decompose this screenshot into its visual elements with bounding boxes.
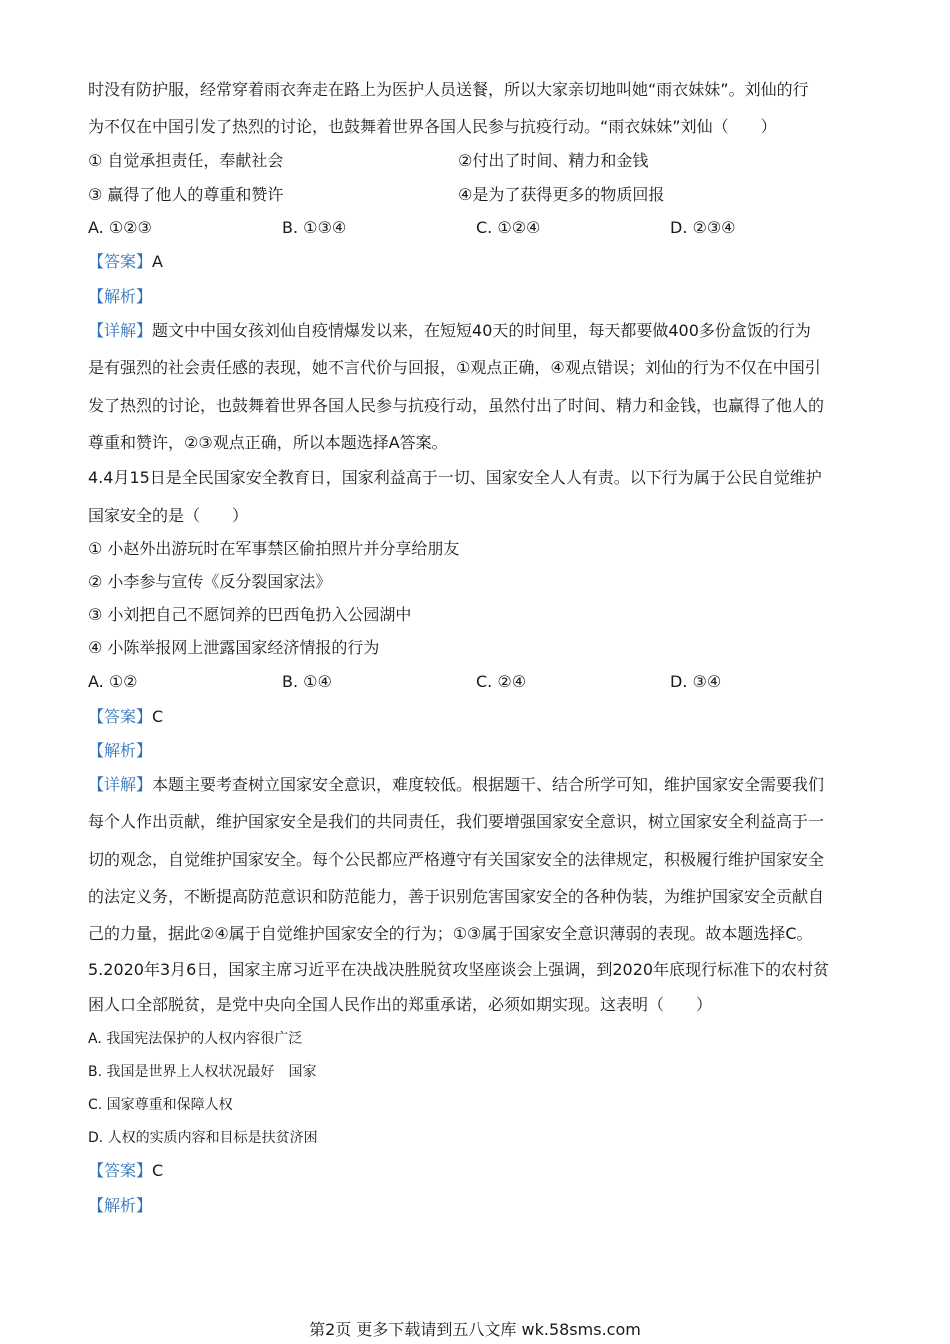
q5-option-b: B. 我国是世界上人权状况最好 国家 — [88, 1064, 317, 1080]
detail-tag: 【详解】 — [88, 321, 153, 340]
q3-detail-line: 【详解】题文中中国女孩刘仙自疫情爆发以来，在短短40天的时间里，每天都要做400多份盒饭的行为 — [88, 321, 811, 340]
q4-item: ① 小赵外出游玩时在军事禁区偷拍照片并分享给朋友 — [88, 539, 460, 558]
q3-item: ① 自觉承担责任，奉献社会 — [88, 151, 284, 170]
q3-item: ②付出了时间、精力和金钱 — [458, 151, 649, 170]
q3-detail-line: 发了热烈的讨论，也鼓舞着世界各国人民参与抗疫行动，虽然付出了时间、精力和金钱，也赢得了他人的 — [88, 396, 825, 415]
q3-detail-line: 是有强烈的社会责任感的表现，她不言代价与回报，①观点正确，④观点错误；刘仙的行为不仅在中国引 — [88, 358, 821, 377]
q3-stem-line: 时没有防护服，经常穿着雨衣奔走在路上为医护人员送餐，所以大家亲切地叫她“雨衣妹妹”。刘仙的行 — [88, 80, 809, 99]
q4-stem-line: 4.4月15日是全民国家安全教育日，国家利益高于一切、国家安全人人有责。以下行为属于公民自觉维护 — [88, 468, 822, 487]
answer-tag: 【答案】 — [88, 1161, 153, 1180]
q4-option-d: D. ③④ — [670, 672, 722, 691]
q5-option-a: A. 我国宪法保护的人权内容很广泛 — [88, 1031, 303, 1047]
q5-option-d: D. 人权的实质内容和目标是扶贫济困 — [88, 1130, 318, 1146]
q3-item: ③ 赢得了他人的尊重和赞许 — [88, 185, 284, 204]
q5-analysis-tag: 【解析】 — [88, 1196, 153, 1215]
q5-stem-line: 5.2020年3月6日，国家主席习近平在决战决胜脱贫攻坚座谈会上强调，到2020年底现行标准下的农村贫 — [88, 960, 830, 979]
q3-analysis-tag: 【解析】 — [88, 287, 153, 306]
q4-option-a: A. ①② — [88, 672, 138, 691]
q3-option-c: C. ①②④ — [476, 218, 541, 237]
q3-stem-line: 为不仅在中国引发了热烈的讨论，也鼓舞着世界各国人民参与抗疫行动。“雨衣妹妹”刘仙（ ） — [88, 117, 777, 136]
q3-item: ④是为了获得更多的物质回报 — [458, 185, 665, 204]
q4-option-b: B. ①④ — [282, 672, 332, 691]
detail-tag: 【详解】 — [88, 775, 153, 794]
q5-option-c: C. 国家尊重和保障人权 — [88, 1097, 233, 1113]
q4-stem-line: 国家安全的是（ ） — [88, 506, 249, 525]
q3-answer — [88, 252, 163, 272]
q3-option-b: B. ①③④ — [282, 218, 347, 237]
q4-answer — [88, 707, 163, 727]
q4-detail-line: 己的力量，据此②④属于自觉维护国家安全的行为；①③属于国家安全意识薄弱的表现。故本题选择C。 — [88, 924, 813, 943]
q4-option-c: C. ②④ — [476, 672, 527, 691]
q4-detail-line: 切的观念，自觉维护国家安全。每个公民都应严格遵守有关国家安全的法律规定，积极履行维护国家安全 — [88, 850, 825, 869]
q4-detail-line: 【详解】本题主要考查树立国家安全意识，难度较低。根据题干、结合所学可知，维护国家安全需要我们 — [88, 775, 825, 794]
answer-tag: 【答案】 — [88, 252, 153, 271]
q5-answer — [88, 1161, 163, 1181]
q4-detail-line: 每个人作出贡献，维护国家安全是我们的共同责任，我们要增强国家安全意识，树立国家安全利益高于一 — [88, 812, 825, 831]
q4-item: ③ 小刘把自己不愿饲养的巴西龟扔入公园湖中 — [88, 605, 412, 624]
q4-analysis-tag: 【解析】 — [88, 741, 153, 760]
page-footer: 第2页 更多下载请到五八文库 wk.58sms.com — [309, 1320, 641, 1339]
answer-value: C — [152, 1161, 164, 1180]
answer-value: C — [152, 707, 164, 726]
answer-value: A — [152, 252, 163, 271]
q4-item: ② 小李参与宣传《反分裂国家法》 — [88, 572, 332, 591]
q4-detail-line: 的法定义务，不断提高防范意识和防范能力，善于识别危害国家安全的各种伪装，为维护国家安全贡献自 — [88, 887, 825, 906]
q3-option-d: D. ②③④ — [670, 218, 736, 237]
answer-tag: 【答案】 — [88, 707, 153, 726]
q4-item: ④ 小陈举报网上泄露国家经济情报的行为 — [88, 638, 380, 657]
q3-detail-line: 尊重和赞许，②③观点正确，所以本题选择A答案。 — [88, 433, 448, 452]
q5-stem-line: 困人口全部脱贫，是党中央向全国人民作出的郑重承诺，必须如期实现。这表明（ ） — [88, 995, 713, 1014]
q3-option-a: A. ①②③ — [88, 218, 152, 237]
